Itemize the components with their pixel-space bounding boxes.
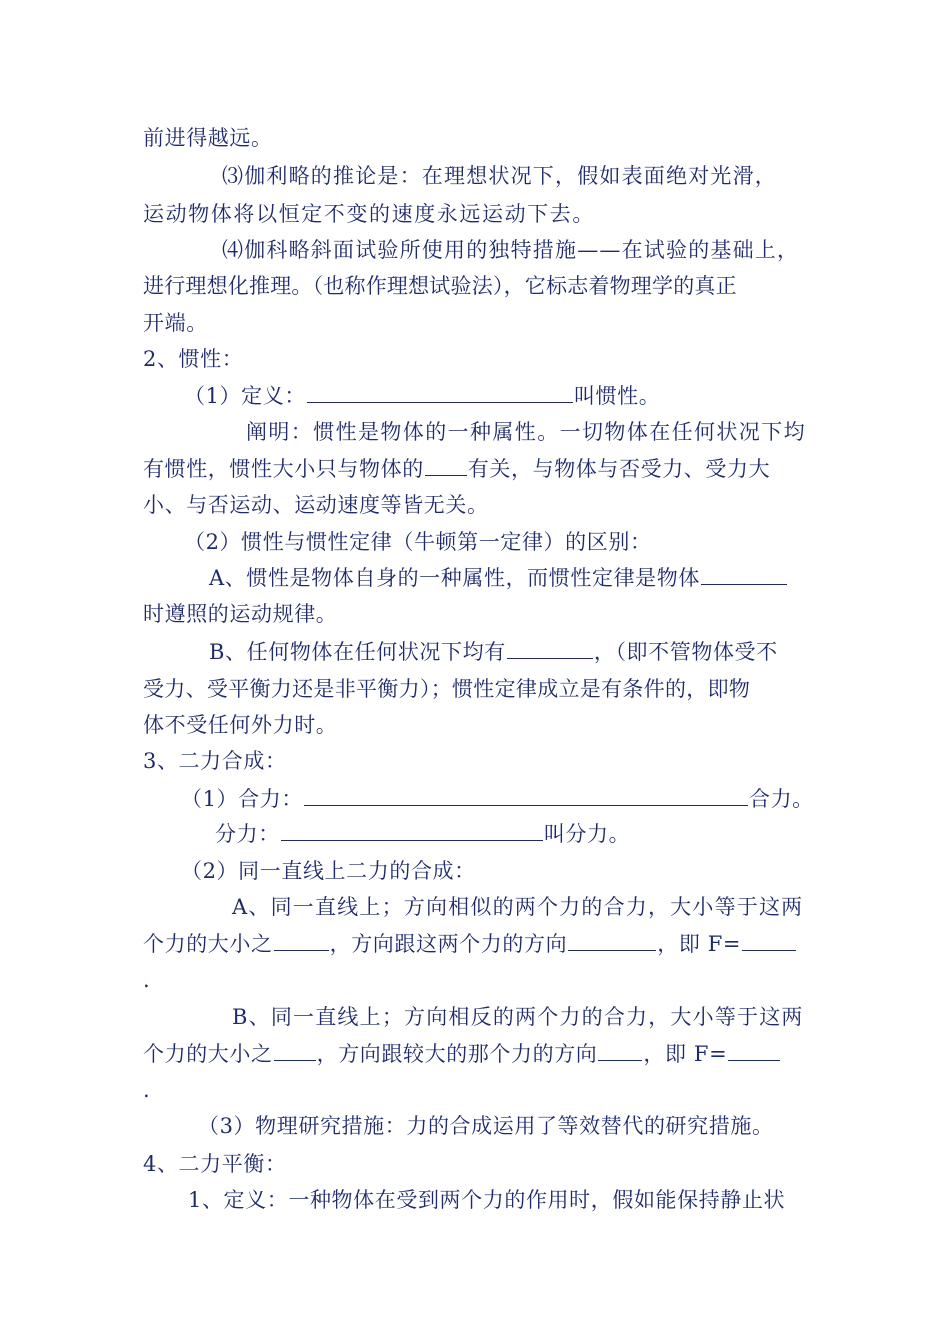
text-span: ，方向跟这两个力的方向 xyxy=(329,932,568,956)
text-span: A、惯性是物体自身的一种属性，而惯性定律是物体 xyxy=(209,566,700,590)
text-span: 有惯性，惯性大小只与物体的 xyxy=(143,457,424,481)
text-line xyxy=(184,382,660,410)
text-span: 进行理想化推理。（也称作理想试验法），它标志着物理学的真正 xyxy=(143,274,737,298)
fill-blank[interactable] xyxy=(274,1040,316,1061)
text-span: 4、二力平衡： xyxy=(143,1152,287,1176)
text-span: 个力的大小之 xyxy=(143,1042,273,1066)
text-span: ，即 F= xyxy=(643,1042,728,1066)
text-line xyxy=(143,711,337,739)
text-span: ，方向跟较大的那个力的方向 xyxy=(316,1042,598,1066)
text-line xyxy=(181,857,476,885)
text-line xyxy=(246,418,806,446)
text-span: （2）同一直线上二力的合成： xyxy=(181,859,476,883)
text-span: 体不受任何外力时。 xyxy=(143,713,338,737)
text-line xyxy=(143,309,208,337)
text-line xyxy=(181,785,814,813)
fill-blank[interactable] xyxy=(425,455,467,476)
fill-blank[interactable] xyxy=(274,930,329,951)
text-span: 时遵照的运动规律。 xyxy=(143,602,338,626)
text-line xyxy=(232,1003,804,1031)
text-span: . xyxy=(143,968,151,992)
text-line xyxy=(184,528,652,556)
fill-blank[interactable] xyxy=(568,930,656,951)
text-span: 1、定义：一种物体在受到两个力的作用时，假如能保持静止状 xyxy=(188,1188,786,1212)
text-line xyxy=(143,1076,150,1104)
text-span: A、同一直线上；方向相似的两个力的合力，大小等于这两 xyxy=(232,895,804,919)
text-line xyxy=(143,455,770,483)
fill-blank[interactable] xyxy=(307,382,573,403)
text-span: 叫惯性。 xyxy=(573,384,661,408)
text-span: （3）物理研究措施：力的合成运用了等效替代的研究措施。 xyxy=(198,1114,774,1138)
section-heading xyxy=(143,345,243,373)
text-span: （1）合力： xyxy=(181,787,303,811)
section-heading xyxy=(143,1150,287,1178)
text-line xyxy=(143,930,797,958)
fill-blank[interactable] xyxy=(701,564,787,585)
text-line xyxy=(222,236,799,264)
text-line xyxy=(188,1186,785,1214)
text-span: 运动物体将以恒定不变的速度永远运动下去。 xyxy=(143,202,595,226)
text-line xyxy=(209,638,778,666)
text-span: 合力。 xyxy=(748,787,814,811)
fill-blank[interactable] xyxy=(507,638,593,659)
fill-blank[interactable] xyxy=(304,785,748,806)
text-line xyxy=(143,675,750,703)
text-line xyxy=(143,491,489,519)
text-span: 前进得越远。 xyxy=(143,126,273,150)
text-line xyxy=(222,162,777,190)
fill-blank[interactable] xyxy=(742,930,796,951)
text-line xyxy=(143,200,595,228)
text-span: . xyxy=(143,1078,151,1102)
fill-blank[interactable] xyxy=(281,820,543,841)
fill-blank[interactable] xyxy=(598,1040,642,1061)
text-span: 叫分力。 xyxy=(543,822,631,846)
text-line xyxy=(143,1040,781,1068)
text-span: ⑶伽利略的推论是：在理想状况下，假如表面绝对光滑， xyxy=(222,164,777,188)
text-span: 3、二力合成： xyxy=(143,749,287,773)
text-span: 有关，与物体与否受力、受力大 xyxy=(467,457,771,481)
text-line xyxy=(198,1112,774,1140)
text-line xyxy=(215,820,630,848)
fill-blank[interactable] xyxy=(728,1040,780,1061)
text-span: （2）惯性与惯性定律（牛顿第一定律）的区别： xyxy=(184,530,652,554)
text-line xyxy=(143,966,150,994)
text-line xyxy=(143,272,737,300)
text-span: B、任何物体在任何状况下均有 xyxy=(209,640,506,664)
text-line xyxy=(232,893,803,921)
text-span: 受力、受平衡力还是非平衡力）；惯性定律成立是有条件的，即物 xyxy=(143,677,751,701)
text-span: 小、与否运动、运动速度等皆无关。 xyxy=(143,493,489,517)
text-span: 分力： xyxy=(215,822,280,846)
text-line xyxy=(143,600,337,628)
text-span: 阐明：惯性是物体的一种属性。一切物体在任何状况下均 xyxy=(246,420,806,444)
text-span: 个力的大小之 xyxy=(143,932,273,956)
text-line xyxy=(143,124,273,152)
text-span: （1）定义： xyxy=(184,384,306,408)
text-span: ，（即不管物体受不 xyxy=(593,640,778,664)
text-span: ⑷伽科略斜面试验所使用的独特措施——在试验的基础上， xyxy=(222,238,800,262)
text-span: 2、惯性： xyxy=(143,347,244,371)
text-span: ，即 F= xyxy=(657,932,742,956)
text-span: B、同一直线上；方向相反的两个力的合力，大小等于这两 xyxy=(232,1005,804,1029)
text-line xyxy=(209,564,788,592)
text-span: 开端。 xyxy=(143,311,208,335)
section-heading xyxy=(143,747,287,775)
